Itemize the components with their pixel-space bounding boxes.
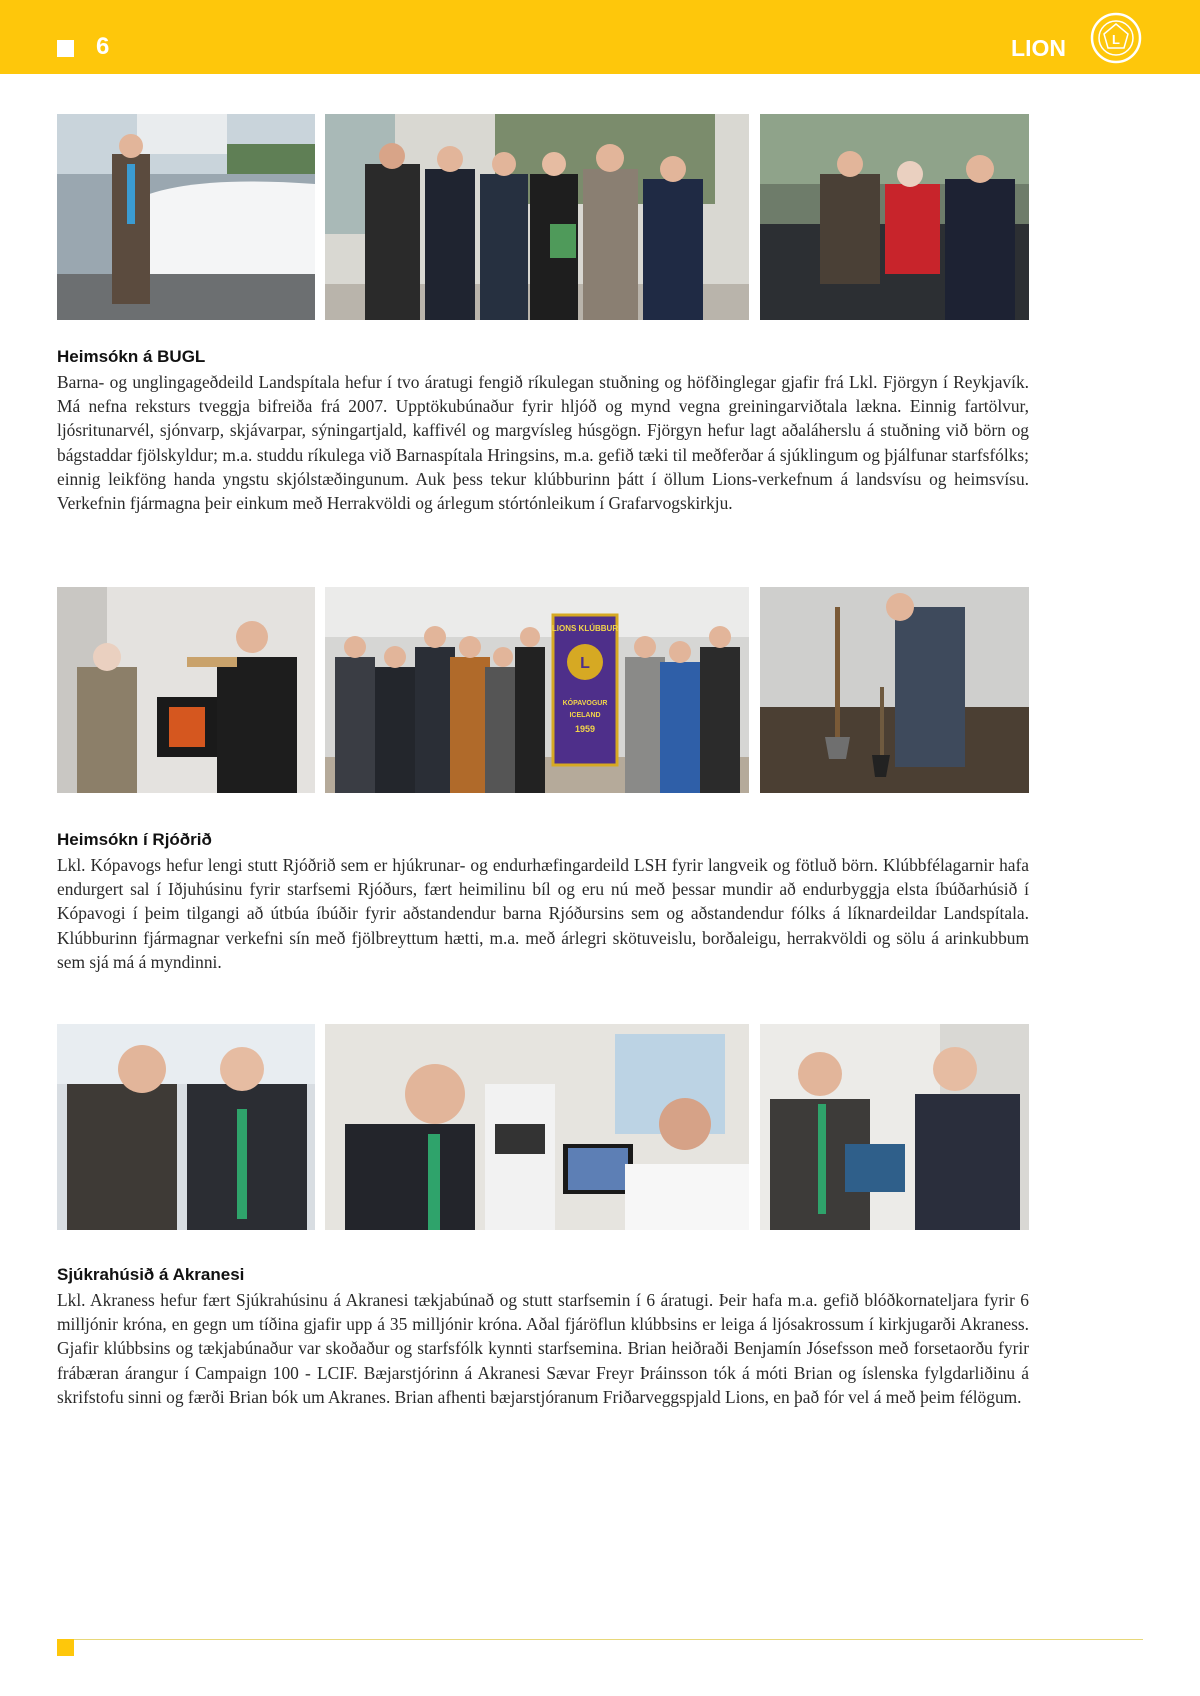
- page-number: 6: [96, 33, 110, 60]
- photo-gift-handover: [57, 587, 315, 793]
- photo-laboratory-equipment: [325, 1024, 749, 1230]
- section-heading: Heimsókn á BUGL: [57, 347, 206, 366]
- photo-club-banner-group: [325, 587, 749, 793]
- photo-people-on-sofa: [760, 114, 1029, 320]
- svg-text:L: L: [580, 655, 590, 672]
- section-heading: Heimsókn í Rjóðrið: [57, 830, 212, 849]
- section-akranes: [57, 1264, 1029, 1409]
- footer-square-marker: [57, 1639, 74, 1656]
- page-header: [0, 0, 1200, 74]
- photo-book-presentation: [760, 1024, 1029, 1230]
- section-body: Barna- og unglingageðdeild Landspítala hefur í tvo áratugi fengið ríkulegan stuðning og höfðinglegar gjafir frá Lkl. Fjörgyn í Reykjavík. Má nefna reksturs tveggja bifreiða frá 2007. Upptökubúnaður fyrir hljóð og mynd vegna greiningarviðtala lækna. Einnig fartölvur, ljósritunarvél, sjónvarp, skjávarpar, sýningartjald, kaffivél og margvísleg húsgögn. Fjörgyn hefur lagt aðaláherslu á stuðning við börn og bágstaddar fjölskyldur; m.a. studdu ríkulega við Barnaspítala Hringsins, m.a. gefið tæki til meðferðar á sjúklingum og þjálfunar starfsfólks; einnig leikföng handa yngstu skjólstæðingunum. Auk þess tekur klúbburinn þátt í öllum Lions-verkefnum á landsvísu og heimsvísu. Verkefnin fjármagna þeir einkum með Herrakvöldi og árlegum stórtónleikum í Grafarvogskirkju.: [57, 372, 1029, 514]
- banner-line3: ICELAND: [569, 712, 601, 719]
- photo-man-digging-shovel: [760, 587, 1029, 793]
- footer-rule: [74, 1639, 1143, 1640]
- section-heading: Sjúkrahúsið á Akranesi: [57, 1265, 245, 1284]
- lions-emblem-icon: [1090, 12, 1142, 64]
- section-body: Lkl. Akraness hefur fært Sjúkrahúsinu á Akranesi tækjabúnað og stutt starfsemin í 6 áratugi. Þeir hafa m.a. gefið blóðkornateljara fyrir 6 milljónir króna, en gegn um tíðina gjafir upp á 35 milljónir króna. Aðal fjáröflun klúbbsins er leiga á ljósakrossum í kirkjugarði Akraness. Gjafir klúbbsins og tækjabúnaður var skoðaður og starfsfólk kynnti starfsemina. Brian heiðraði Benjamín Jósefsson með forsetaorðu fyrir frábæran árangur í Campaign 100 - LCIF. Bæjarstjórinn á Akranesi Sævar Freyr Þráinsson tók á móti Brian og íslenska fylgdarliðinu á skrifstofu sinni og færði Brian bók um Akranes. Brian afhenti bæjarstjóranum Friðarveggspjald Lions, en það fór vel á með þeim félögum.: [57, 1290, 1029, 1407]
- banner-line2: KÓPAVOGUR: [562, 700, 608, 707]
- section-body: Lkl. Kópavogs hefur lengi stutt Rjóðrið sem er hjúkrunar- og endurhæfingardeild LSH fyrir langveik og fötluð börn. Klúbbfélagarnir hafa endurgert sal í Iðjuhúsinu fyrir starfsemi Rjóðurs, fært heimilinu bíl og eru nú með þessar mundir að endurbyggja elsta íbúðarhúsið í Kópavogi í þeim tilgangi að útbúa íbúðir fyrir aðstandendur barna Rjóðursins sem og aðstandendur fólks á líknardeildar Landspítala. Klúbburinn fjármagnar verkefni sín með fjölbreyttum hætti, m.a. með árlegri skötuveislu, borðaleigu, herrakvöldi og sölu á arinkubbum sem sjá má á myndinni.: [57, 855, 1029, 972]
- photo-man-beside-car: [57, 114, 315, 320]
- banner-line4: 1959: [574, 724, 596, 734]
- photo-group-indoor-gifts: [325, 114, 749, 320]
- section-rjodrid: [57, 829, 1029, 974]
- photo-handshake-award: [57, 1024, 315, 1230]
- magazine-title: LION: [1011, 35, 1066, 61]
- header-square-marker: [57, 40, 74, 57]
- svg-text:L: L: [1112, 32, 1120, 47]
- banner-line1: LIONS KLÚBBUR: [551, 624, 619, 633]
- section-bugl: [57, 346, 1029, 515]
